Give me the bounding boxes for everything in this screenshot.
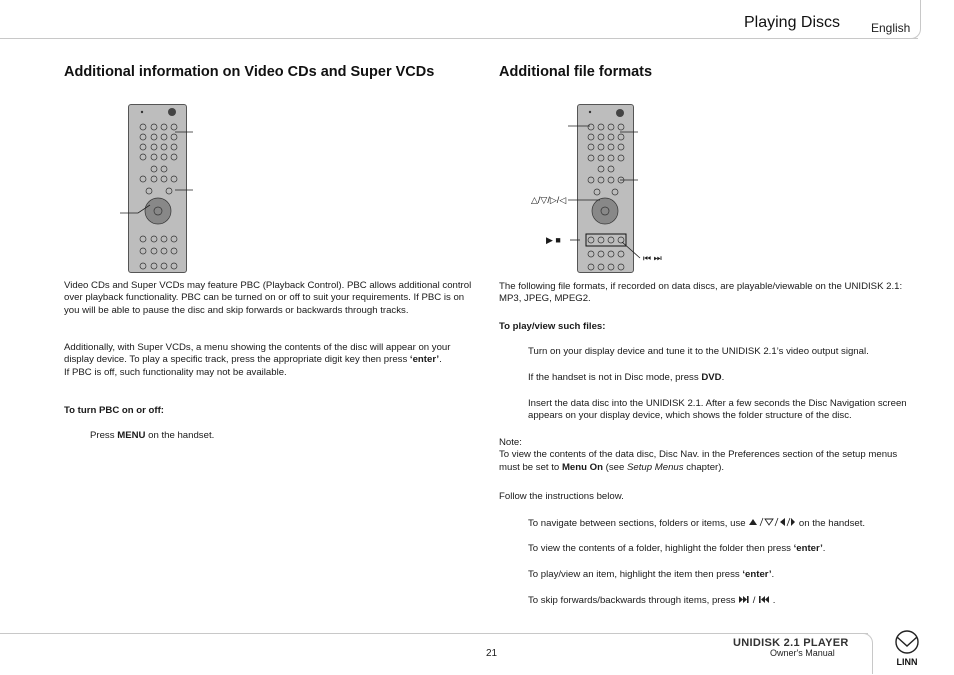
file-formats-intro: The following file formats, if recorded on data discs, are playable/viewable on the UNIDISK 2.1: MP3, JPEG, MPEG2. [499, 281, 903, 305]
left-callout-lines [118, 125, 198, 220]
linn-logo [892, 629, 924, 669]
footer-rule-curve [852, 633, 873, 674]
menu-on-label: Menu On [561, 461, 603, 473]
skip-callout-label: ⏮ ⏭ [643, 253, 662, 263]
enter-key-label: ‘enter’ [793, 543, 823, 554]
arrow-keys-callout-label: △/▽/▷/◁ [531, 195, 567, 205]
enter-key-label: ‘enter’ [742, 569, 772, 580]
follow-instructions: Follow the instructions below. [499, 491, 624, 502]
left-heading: Additional information on Video CDs and Super VCDs [64, 64, 435, 80]
skip-instruction: To skip forwards/backwards through items, press / . [528, 595, 776, 606]
page-number: 21 [486, 648, 498, 659]
manual-label: Owner's Manual [770, 648, 835, 658]
play-item-instruction: To play/view an item, highlight the item then press ‘enter’. [528, 569, 775, 580]
nav-arrow-icons [748, 517, 796, 527]
skip-forward-icon [738, 595, 750, 604]
note-block: Note: To view the contents of the data disc, Disc Nav. in the Preferences section of the setup menus must be set to Menu On (see Setup Menus chapter). [499, 437, 898, 473]
linn-logo-text: LINN [896, 657, 918, 667]
step-disc-mode: If the handset is not in Disc mode, press DVD. [528, 372, 725, 383]
product-name: UNIDISK 2.1 PLAYER [733, 637, 849, 649]
skip-back-icon [758, 595, 770, 604]
setup-menus-ref: Setup Menus [627, 461, 684, 473]
right-callout-lines [560, 118, 650, 263]
right-heading: Additional file formats [499, 64, 653, 80]
step-display-device: Turn on your display device and tune it to the UNIDISK 2.1’s video output signal. [528, 346, 869, 357]
dvd-key-label: DVD [701, 372, 722, 383]
turn-pbc-step: Press MENU on the handset. [90, 430, 215, 441]
svcd-menu-paragraph: Additionally, with Super VCDs, a menu showing the contents of the disc will appear on your display device. To play a specific track, press the appropriate digit key then press ‘enter’. If PBC is off, such functionality may not be available. [64, 342, 451, 378]
language-label: English [871, 21, 911, 35]
enter-key-label: ‘enter’ [409, 354, 440, 366]
vcd-pbc-paragraph: Video CDs and Super VCDs may feature PBC (Playback Control). PBC allows additional control over playback functionality. PBC can be turned on or off to suit your requirements. If PBC is on you will be able to pause the disc and skip forwards or backwards through tracks. [64, 280, 472, 316]
turn-pbc-subheading: To turn PBC on or off: [64, 405, 164, 416]
step-insert-disc: Insert the data disc into the UNIDISK 2.1. After a few seconds the Disc Navigation screen appears on your display device, which shows the folder structure of the disc. [528, 398, 907, 422]
play-files-subheading: To play/view such files: [499, 321, 606, 332]
section-title: Playing Discs [744, 14, 841, 31]
header-rule [0, 38, 918, 39]
footer-rule [0, 633, 868, 634]
play-stop-callout-label: ▶ ■ [546, 235, 561, 245]
menu-key-label: MENU [117, 430, 146, 441]
view-folder-instruction: To view the contents of a folder, highlight the folder then press ‘enter’. [528, 543, 826, 554]
navigate-instruction: To navigate between sections, folders or items, use on the handset. [528, 518, 866, 529]
